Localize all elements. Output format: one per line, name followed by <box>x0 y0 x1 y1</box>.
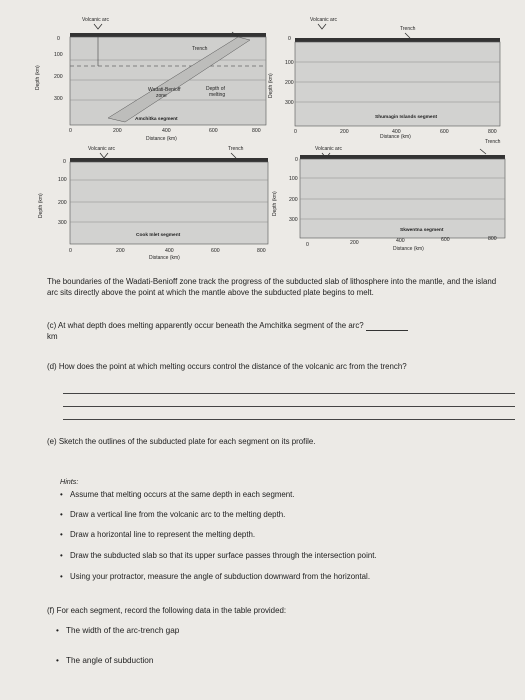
svg-text:Distance (km): Distance (km) <box>380 134 411 140</box>
svg-text:300: 300 <box>289 217 298 223</box>
diagram-shumagin <box>268 17 500 140</box>
svg-text:800: 800 <box>488 129 497 135</box>
volcanic-arc-label: Volcanic arc <box>88 146 115 152</box>
svg-text:0: 0 <box>306 242 309 248</box>
svg-text:Distance (km): Distance (km) <box>149 255 180 261</box>
trench-label: Trench <box>192 46 208 52</box>
hint-item: • Draw a vertical line from the volcanic arc to the melting depth. <box>60 510 377 530</box>
volcanic-arc-label: Volcanic arc <box>310 17 337 23</box>
hint-item: • Draw the subducted slab so that its upper surface passes through the intersection point. <box>60 551 377 572</box>
svg-text:Depth of: Depth of <box>206 86 225 92</box>
question-f: (f) For each segment, record the following data in the table provided: <box>47 606 287 615</box>
svg-text:Distance (km): Distance (km) <box>146 136 177 142</box>
svg-text:melting: melting <box>209 92 226 98</box>
hint-item: • Draw a horizontal line to represent the melting depth. <box>60 530 377 551</box>
svg-text:800: 800 <box>257 248 266 254</box>
svg-text:400: 400 <box>392 129 401 135</box>
svg-text:Depth (km): Depth (km) <box>35 65 41 90</box>
answer-line-d2[interactable] <box>63 406 515 407</box>
svg-text:200: 200 <box>113 128 122 134</box>
svg-text:800: 800 <box>252 128 261 134</box>
segment-label: Amchitka segment <box>135 117 178 122</box>
trench-label: Trench <box>228 146 244 152</box>
svg-text:200: 200 <box>54 74 63 80</box>
svg-text:100: 100 <box>58 177 67 183</box>
hint-item: • Using your protractor, measure the angle of subduction downward from the horizontal. <box>60 572 377 592</box>
svg-text:Wadati-Benioff: Wadati-Benioff <box>148 87 181 93</box>
table-item: • The angle of subduction <box>56 656 179 676</box>
diagram-amchitka <box>35 17 266 142</box>
table-item: • The width of the arc-trench gap <box>56 626 179 656</box>
svg-text:200: 200 <box>58 200 67 206</box>
svg-text:600: 600 <box>211 248 220 254</box>
answer-line-d3[interactable] <box>63 419 515 420</box>
intro-paragraph: The boundaries of the Wadati-Benioff zone track the progress of the subducted slab of lithosphere into the mantle, and the island arc sits directly above the point at which the mantle above the subducted plate begins to melt. <box>47 277 497 297</box>
diagram-cook-inlet <box>38 146 268 261</box>
svg-text:300: 300 <box>285 100 294 106</box>
hints-label: Hints: <box>60 477 79 486</box>
table-items-list <box>56 626 179 676</box>
diagram-skwentna <box>272 139 505 252</box>
question-d: (d) How does the point at which melting occurs control the distance of the volcanic arc from the trench? <box>47 362 407 371</box>
svg-text:300: 300 <box>58 220 67 226</box>
answer-blank-c[interactable] <box>366 330 408 331</box>
svg-text:Depth (km): Depth (km) <box>272 191 278 216</box>
svg-text:0: 0 <box>57 36 60 42</box>
svg-text:200: 200 <box>285 80 294 86</box>
svg-text:0: 0 <box>69 128 72 134</box>
unit-km: km <box>47 332 58 341</box>
svg-text:0: 0 <box>288 36 291 42</box>
svg-text:200: 200 <box>116 248 125 254</box>
volcanic-arc-label: Volcanic arc <box>82 17 109 23</box>
svg-text:600: 600 <box>441 237 450 243</box>
question-e: (e) Sketch the outlines of the subducted plate for each segment on its profile. <box>47 437 316 446</box>
profile-diagrams <box>0 0 525 265</box>
svg-text:Distance (km): Distance (km) <box>393 246 424 252</box>
svg-text:0: 0 <box>69 248 72 254</box>
svg-text:100: 100 <box>289 176 298 182</box>
svg-text:400: 400 <box>396 238 405 244</box>
trench-label: Trench <box>400 26 416 32</box>
svg-text:Depth (km): Depth (km) <box>38 193 44 218</box>
svg-text:400: 400 <box>162 128 171 134</box>
segment-label: Shumagin Islands segment <box>375 115 438 120</box>
svg-text:100: 100 <box>54 52 63 58</box>
segment-label: Cook Inlet segment <box>136 233 181 238</box>
svg-text:200: 200 <box>289 197 298 203</box>
svg-text:200: 200 <box>350 240 359 246</box>
segment-label: Skwentna segment <box>400 228 444 233</box>
svg-text:600: 600 <box>209 128 218 134</box>
svg-text:zone: zone <box>156 93 167 99</box>
svg-text:400: 400 <box>165 248 174 254</box>
svg-text:800: 800 <box>488 236 497 242</box>
svg-text:200: 200 <box>340 129 349 135</box>
question-c: (c) At what depth does melting apparently occur beneath the Amchitka segment of the arc? km <box>47 320 507 342</box>
volcanic-arc-marker <box>94 24 102 29</box>
answer-line-d1[interactable] <box>63 393 515 394</box>
volcanic-arc-label: Volcanic arc <box>315 146 342 152</box>
svg-text:100: 100 <box>285 60 294 66</box>
svg-text:0: 0 <box>294 129 297 135</box>
trench-label: Trench <box>485 139 501 145</box>
surface-bar <box>70 33 266 37</box>
hints-list <box>60 490 377 592</box>
hint-item: • Assume that melting occurs at the same depth in each segment. <box>60 490 377 510</box>
svg-text:Depth (km): Depth (km) <box>268 73 274 98</box>
svg-text:600: 600 <box>440 129 449 135</box>
svg-text:0: 0 <box>63 159 66 165</box>
svg-text:300: 300 <box>54 96 63 102</box>
svg-text:0: 0 <box>295 157 298 163</box>
